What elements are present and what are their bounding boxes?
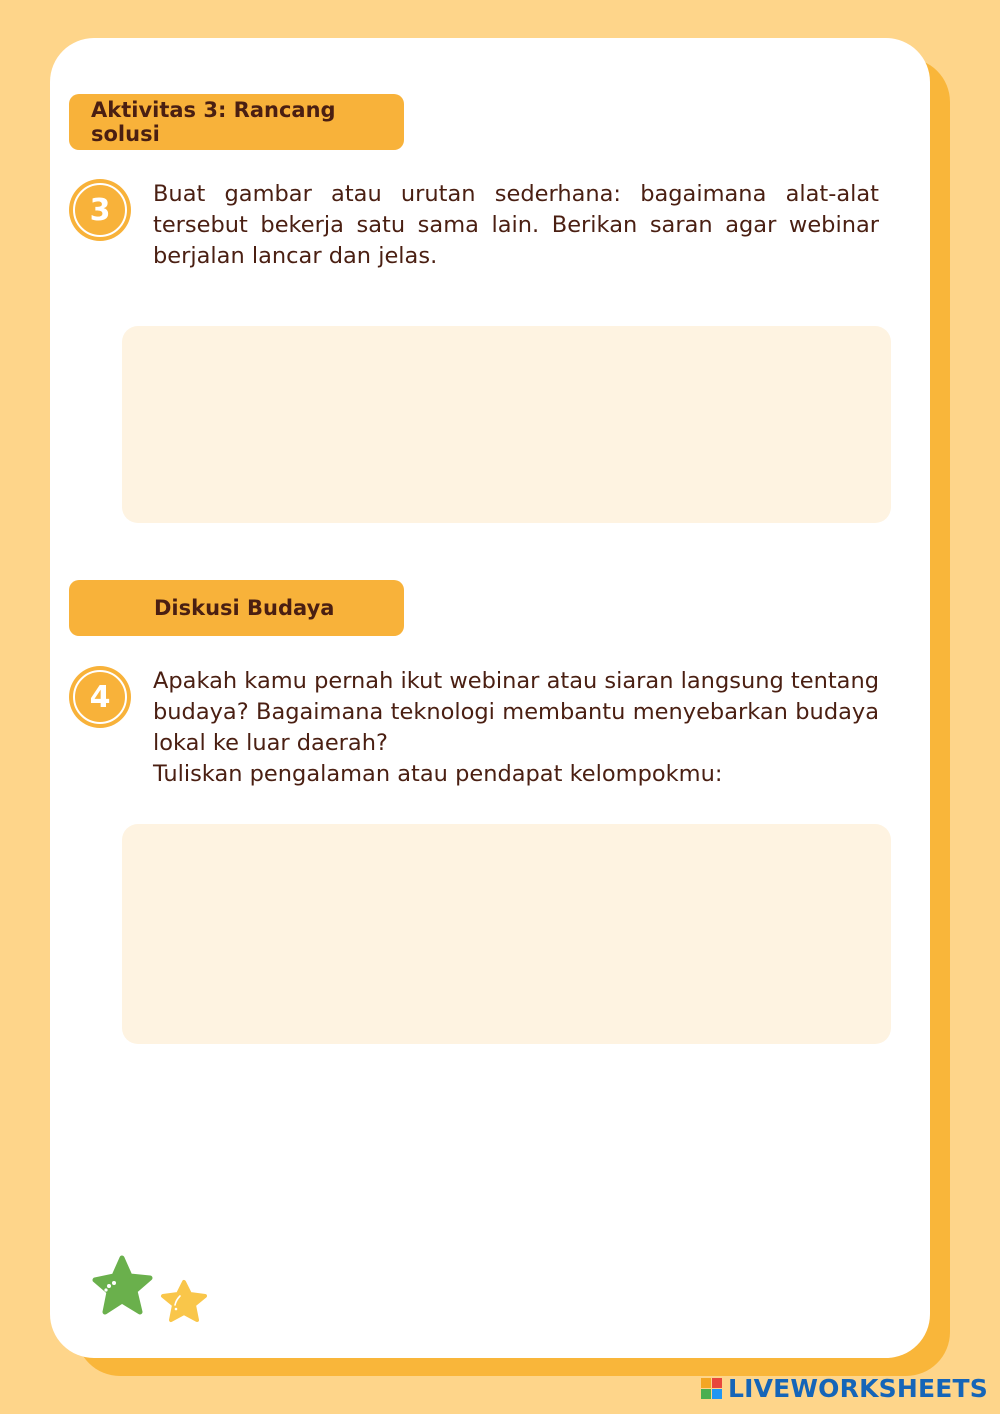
yellow-star-icon (163, 1282, 205, 1320)
answer-box-question-4[interactable] (122, 824, 891, 1044)
answer-box-question-3[interactable] (122, 326, 891, 523)
question-3-text: Buat gambar atau urutan sederhana: bagaimana alat-alat tersebut bekerja satu sama lain. Berikan saran agar webinar berjalan lancar dan jelas. (153, 181, 879, 269)
question-4-text: Apakah kamu pernah ikut webinar atau siaran langsung tentang budaya? Bagaimana teknologi membantu menyebarkan budaya lokal ke luar daerah? (153, 668, 879, 756)
green-star-icon (95, 1258, 150, 1312)
liveworksheets-logo-icon (701, 1378, 722, 1399)
question-4-badge (69, 666, 131, 728)
question-3-prompt (153, 179, 879, 272)
brand-name: LIVEWORKSHEETS (727, 1374, 988, 1403)
question-4-number: 4 (73, 670, 127, 724)
activity-3-header-label: Aktivitas 3: Rancang solusi (91, 98, 336, 146)
question-3-badge (69, 179, 131, 241)
question-3-number: 3 (73, 183, 127, 237)
question-4-prompt (153, 666, 879, 790)
discussion-header-label: Diskusi Budaya (154, 596, 335, 620)
liveworksheets-brand[interactable] (701, 1374, 988, 1403)
question-4-instruction: Tuliskan pengalaman atau pendapat kelompokmu: (153, 761, 723, 787)
stars-decoration (92, 1254, 218, 1334)
activity-3-header (69, 94, 404, 150)
discussion-header (69, 580, 404, 636)
